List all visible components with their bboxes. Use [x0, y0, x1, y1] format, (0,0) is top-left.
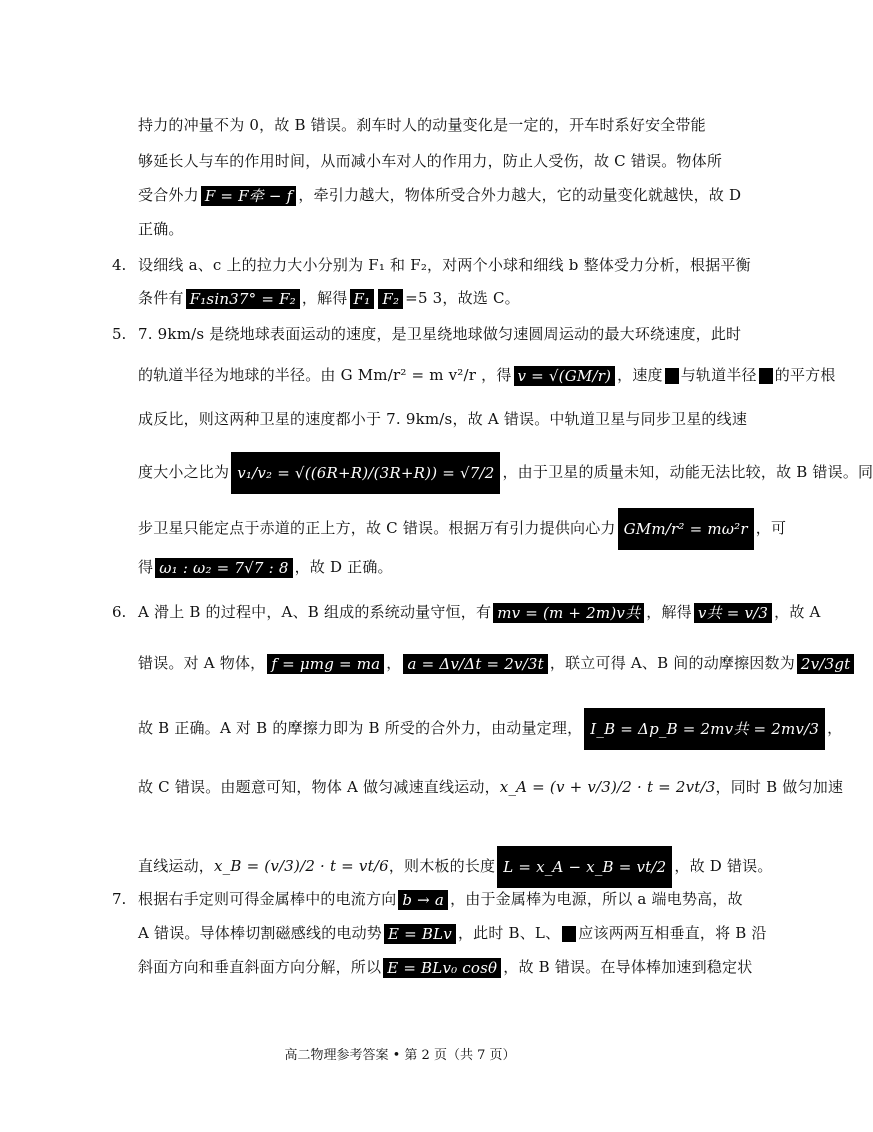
q5-line-1: 7. 9km/s 是绕地球表面运动的速度，是卫星绕地球做匀速圆周运动的最大环绕速度，此时 [138, 325, 742, 343]
text: 受合外力 [138, 186, 199, 204]
text: ，同时 B 做匀加速 [715, 778, 844, 796]
q5-line-6 [138, 556, 698, 578]
text: =5 3，故选 C。 [405, 289, 520, 307]
text: 的平方根 [774, 366, 836, 384]
text: ，牵引力越大，物体所受合外力越大，它的动量变化就越快，故 D [298, 186, 742, 204]
text: ，故 A [774, 603, 821, 621]
q6-line-4 [138, 776, 844, 798]
q6-line-3 [138, 708, 843, 750]
text: ，联立可得 A、B 间的动摩擦因数为 [549, 654, 795, 672]
question-number-6: 6. [112, 603, 127, 621]
q7-line-2 [138, 922, 767, 944]
formula-net-force: F = F牵 − f [201, 186, 297, 206]
formula-acceleration: a = Δv/Δt = 2v/3t [403, 654, 547, 674]
q3-line-3 [138, 184, 742, 206]
formula-xb: x_B = (v/3)/2 · t = vt/6 [214, 857, 389, 875]
formula-centripetal: GMm/r² = mω²r [618, 508, 754, 550]
formula-momentum: mv = (m + 2m)v共 [493, 603, 644, 623]
text: ，解得 [646, 603, 692, 621]
text: ，速度 [617, 366, 663, 384]
q6-line-1 [138, 601, 821, 623]
question-number-5: 5. [112, 325, 127, 343]
q3-line-4: 正确。 [138, 220, 184, 238]
formula-current-direction: b → a [398, 890, 448, 910]
text: 条件有 [138, 289, 184, 307]
text: ，故 D 正确。 [294, 558, 393, 576]
formula-speed-ratio: v₁/v₂ = √((6R+R)/(3R+R)) = √7/2 [231, 452, 500, 494]
question-number-4: 4. [112, 256, 127, 274]
q3-line-2: 够延长人与车的作用时间，从而减小车对人的作用力，防止人受伤，故 C 错误。物体所 [138, 152, 723, 170]
text: A 滑上 B 的过程中，A、B 组成的系统动量守恒，有 [138, 603, 492, 621]
text: 与轨道半径 [680, 366, 757, 384]
formula-impulse: I_B = Δp_B = 2mv共 = 2mv/3 [584, 708, 825, 750]
text: 故 C 错误。由题意可知，物体 A 做匀减速直线运动， [138, 778, 500, 796]
formula-emf-cos: E = BLv₀ cosθ [383, 958, 501, 978]
text: 步卫星只能定点于赤道的正上方，故 C 错误。根据万有引力提供向心力 [138, 519, 616, 537]
text: ，由于卫星的质量未知，动能无法比较，故 B 错误。同 [502, 463, 873, 481]
text: 根据右手定则可得金属棒中的电流方向 [138, 890, 397, 908]
q4-line-1: 设细线 a、c 上的拉力大小分别为 F₁ 和 F₂，对两个小球和细线 b 整体受力分析，根据平衡 [138, 256, 751, 274]
q5-line-4 [138, 452, 873, 494]
page-footer: 高二物理参考答案 • 第 2 页（共 7 页） [284, 1048, 516, 1063]
symbol-v [562, 926, 576, 942]
formula-orbital-speed: v = √(GM/r) [514, 366, 616, 386]
text: ，故 B 错误。在导体棒加速到稳定状 [503, 958, 753, 976]
q7-line-3 [138, 956, 753, 978]
formula-f2: F₂ [378, 289, 403, 309]
q5-line-3: 成反比，则这两种卫星的速度都小于 7. 9km/s，故 A 错误。中轨道卫星与同步卫星的线速 [138, 410, 748, 428]
formula-f1: F₁ [350, 289, 375, 309]
text: ， [827, 719, 843, 737]
q5-line-5 [138, 508, 787, 550]
text: ，则木板的长度 [388, 857, 496, 875]
formula-omega-ratio: ω₁ : ω₂ = 7√7 : 8 [155, 558, 292, 578]
text: ，此时 B、L、 [457, 924, 561, 942]
text: 度大小之比为 [138, 463, 230, 481]
text: A 错误。导体棒切割磁感线的电动势 [138, 924, 383, 942]
text: ， [386, 654, 402, 672]
text: 应该两两互相垂直，将 B 沿 [578, 924, 767, 942]
text: 得 [138, 558, 154, 576]
question-number-7: 7. [112, 890, 127, 908]
symbol-r [759, 368, 773, 384]
q3-line-1: 持力的冲量不为 0，故 B 错误。刹车时人的动量变化是一定的，开车时系好安全带能 [138, 116, 706, 134]
symbol-v [665, 368, 679, 384]
q6-line-5 [138, 846, 773, 888]
q5-line-2 [138, 364, 836, 386]
q7-line-1 [138, 888, 743, 910]
formula-xa: x_A = (v + v/3)/2 · t = 2vt/3 [499, 778, 716, 796]
text: 错误。对 A 物体， [138, 654, 266, 672]
text: 直线运动， [138, 857, 215, 875]
formula-length: L = x_A − x_B = vt/2 [497, 846, 672, 888]
formula-v-common: v共 = v/3 [694, 603, 772, 623]
text: ，解得 [301, 289, 348, 307]
q4-line-2 [138, 287, 698, 309]
text: 故 B 正确。A 对 B 的摩擦力即为 B 所受的合外力，由动量定理， [138, 719, 583, 737]
formula-friction: f = μmg = ma [267, 654, 384, 674]
formula-balance: F₁sin37° = F₂ [186, 289, 300, 309]
q6-line-2 [138, 652, 851, 674]
text: 的轨道半径为地球的半径。由 G Mm/r² = m v²/r ，得 [138, 366, 512, 384]
text: 斜面方向和垂直斜面方向分解，所以 [138, 958, 382, 976]
text: ，可 [755, 519, 787, 537]
formula-emf: E = BLv [384, 924, 456, 944]
text: ，由于金属棒为电源，所以 a 端电势高，故 [450, 890, 743, 908]
text: ，故 D 错误。 [674, 857, 773, 875]
formula-mu: 2v/3gt [797, 654, 854, 674]
